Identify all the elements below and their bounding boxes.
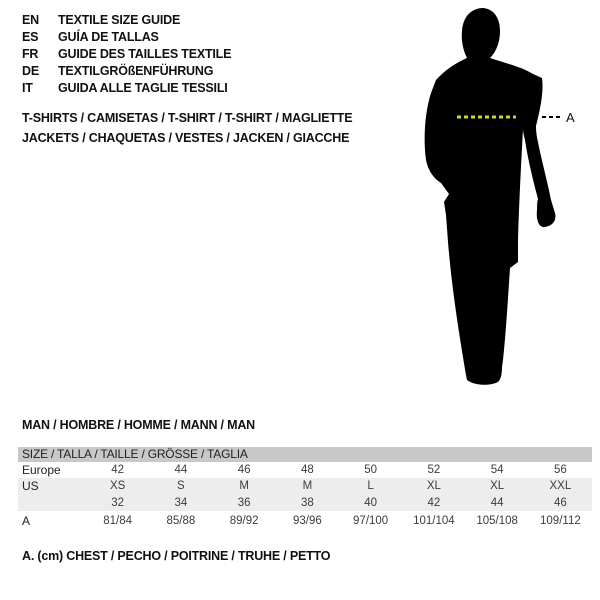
size-value: 105/108 <box>476 514 518 527</box>
size-value: 44 <box>174 464 188 476</box>
language-row-fr <box>22 46 231 63</box>
size-value: L <box>367 480 374 493</box>
language-title: GUIDA ALLE TAGLIE TESSILI <box>58 81 228 95</box>
size-value: 97/100 <box>353 514 389 527</box>
language-list <box>22 12 231 97</box>
language-title: GUÍA DE TALLAS <box>58 30 159 44</box>
size-value: 56 <box>553 464 567 476</box>
size-value: 44 <box>490 496 504 509</box>
table-row-europe <box>18 462 592 478</box>
size-value: 36 <box>237 496 251 509</box>
language-row-it <box>22 80 231 97</box>
table-row-chest-measure <box>18 511 592 530</box>
size-value: 32 <box>111 496 125 509</box>
size-value: 93/96 <box>292 514 322 527</box>
size-value: 54 <box>490 464 504 476</box>
measure-label-a: A <box>566 110 575 125</box>
size-value: 89/92 <box>229 514 259 527</box>
size-value: 42 <box>111 464 125 476</box>
language-row-es <box>22 29 231 46</box>
us-size-block <box>18 478 592 511</box>
size-value: 48 <box>300 464 314 476</box>
row-label: Europe <box>22 463 61 477</box>
size-value: M <box>302 480 313 493</box>
size-value: 38 <box>300 496 314 509</box>
size-value: XXL <box>549 480 572 493</box>
language-title: GUIDE DES TAILLES TEXTILE <box>58 47 232 61</box>
garment-categories <box>22 108 352 148</box>
size-value: 46 <box>237 464 251 476</box>
language-code: DE <box>22 64 39 78</box>
man-silhouette-figure <box>390 0 600 400</box>
size-value: 46 <box>553 496 567 509</box>
size-value: 34 <box>174 496 188 509</box>
size-value: S <box>177 480 185 493</box>
language-title: TEXTILE SIZE GUIDE <box>58 13 181 27</box>
row-label: US <box>22 479 39 494</box>
language-code: IT <box>22 81 33 95</box>
table-row-us-numbers <box>18 495 592 512</box>
language-code: EN <box>22 13 39 27</box>
size-value: 50 <box>364 464 378 476</box>
size-value: XL <box>490 480 505 493</box>
size-value: 52 <box>427 464 441 476</box>
category-jackets: JACKETS / CHAQUETAS / VESTES / JACKEN / GIACCHE <box>22 131 350 145</box>
measure-footnote: A. (cm) CHEST / PECHO / POITRINE / TRUHE / PETTO <box>22 549 331 563</box>
language-title: TEXTILGRÖßENFÜHRUNG <box>58 64 214 78</box>
size-value: 81/84 <box>103 514 133 527</box>
size-table <box>18 447 592 530</box>
man-silhouette <box>425 8 556 385</box>
language-row-en <box>22 12 231 29</box>
size-table-header: SIZE / TALLA / TAILLE / GRÖSSE / TAGLIA <box>18 447 592 462</box>
size-value: M <box>239 480 249 493</box>
category-tshirts: T-SHIRTS / CAMISETAS / T-SHIRT / T-SHIRT / MAGLIETTE <box>22 111 353 125</box>
size-value: 101/104 <box>413 514 455 527</box>
size-value: 109/112 <box>540 514 581 527</box>
row-label: A <box>22 513 31 528</box>
table-row-us-letters <box>18 478 592 495</box>
size-value: 40 <box>364 496 378 509</box>
language-code: FR <box>22 47 39 61</box>
size-value: 85/88 <box>166 514 196 527</box>
language-code: ES <box>22 30 39 44</box>
size-value: XL <box>426 480 441 493</box>
man-section-heading: MAN / HOMBRE / HOMME / MANN / MAN <box>22 418 255 432</box>
language-row-de <box>22 63 231 80</box>
size-value: 42 <box>427 496 441 509</box>
size-value: XS <box>109 480 126 493</box>
